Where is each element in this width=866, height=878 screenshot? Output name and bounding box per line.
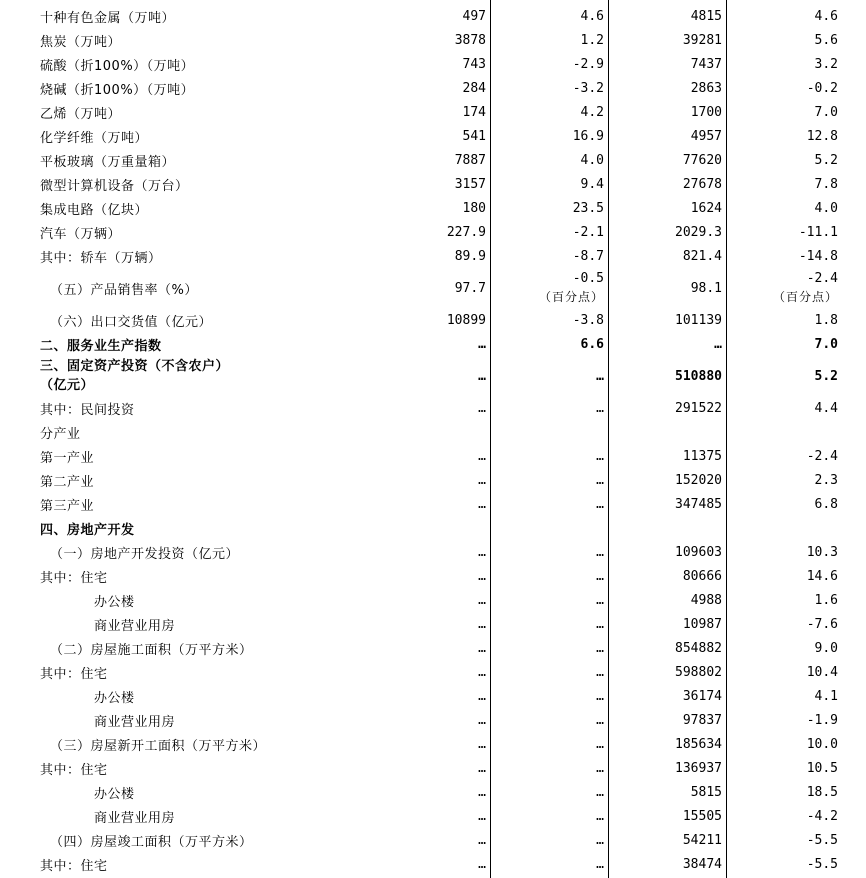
table-row bbox=[0, 308, 866, 332]
section-heading: 四、房地产开发 bbox=[40, 522, 135, 538]
cell-cumulative-growth: 1.6 bbox=[814, 592, 838, 608]
cell-current-value: 10899 bbox=[446, 312, 486, 328]
cell-current-value: … bbox=[478, 496, 486, 512]
cell-current-value: 743 bbox=[462, 56, 486, 72]
cell-cumulative-growth: 5.2 bbox=[814, 368, 838, 384]
cell-cumulative-value: … bbox=[714, 336, 722, 352]
cell-cumulative-value: 7437 bbox=[690, 56, 722, 72]
table-row bbox=[0, 148, 866, 172]
table-row bbox=[0, 852, 866, 876]
cell-current-growth: … bbox=[596, 400, 604, 416]
cell-cumulative-value: 36174 bbox=[682, 688, 722, 704]
cell-current-value bbox=[400, 420, 486, 444]
table-row bbox=[0, 356, 866, 396]
row-label: 集成电路（亿块） bbox=[40, 202, 149, 218]
table-row bbox=[0, 636, 866, 660]
cell-current-growth: 6.6 bbox=[580, 336, 604, 352]
cell-current-growth: … bbox=[596, 472, 604, 488]
cell-current-value: … bbox=[478, 712, 486, 728]
table-row bbox=[0, 516, 866, 540]
row-label: （三）房屋新开工面积（万平方米） bbox=[50, 738, 267, 754]
cell-current-growth bbox=[492, 268, 604, 308]
table-row bbox=[0, 804, 866, 828]
cell-cumulative-value: 10987 bbox=[682, 616, 722, 632]
cell-cumulative-value: 821.4 bbox=[682, 248, 722, 264]
cell-cumulative-growth: -11.1 bbox=[798, 224, 838, 240]
cell-current-value: 3157 bbox=[454, 176, 486, 192]
cell-cumulative-value: 15505 bbox=[682, 808, 722, 824]
cell-cumulative-value: 4815 bbox=[690, 8, 722, 24]
cell-cumulative-value: 136937 bbox=[675, 760, 722, 776]
row-label: 第一产业 bbox=[40, 450, 95, 466]
cell-cumulative-growth bbox=[728, 516, 838, 540]
table-row bbox=[0, 708, 866, 732]
table-row bbox=[0, 244, 866, 268]
cell-current-growth: … bbox=[596, 808, 604, 824]
cell-current-growth bbox=[492, 420, 604, 444]
cell-current-growth: -3.8 bbox=[572, 312, 604, 328]
cell-current-value: 7887 bbox=[454, 152, 486, 168]
cell-current-value: … bbox=[478, 472, 486, 488]
cell-current-growth: … bbox=[596, 712, 604, 728]
cell-cumulative-growth: -7.6 bbox=[806, 616, 838, 632]
cell-current-growth: 9.4 bbox=[580, 176, 604, 192]
cell-cumulative-value: 54211 bbox=[682, 832, 722, 848]
cell-cumulative-value: 1700 bbox=[690, 104, 722, 120]
row-label: 汽车（万辆） bbox=[40, 226, 122, 242]
cell-cumulative-value: 598802 bbox=[675, 664, 722, 680]
table-row bbox=[0, 28, 866, 52]
cell-cumulative-growth: 4.1 bbox=[814, 688, 838, 704]
cell-cumulative-growth: 5.2 bbox=[814, 152, 838, 168]
row-label: 商业营业用房 bbox=[94, 618, 176, 634]
row-label: （二）房屋施工面积（万平方米） bbox=[50, 642, 253, 658]
cell-cumulative-value: 80666 bbox=[682, 568, 722, 584]
row-label: 十种有色金属（万吨） bbox=[40, 10, 176, 26]
row-label: 办公楼 bbox=[94, 690, 135, 706]
table-row bbox=[0, 4, 866, 28]
cell-current-growth: 1.2 bbox=[580, 32, 604, 48]
cell-cumulative-value: 854882 bbox=[675, 640, 722, 656]
cell-current-growth: 23.5 bbox=[572, 200, 604, 216]
table-row bbox=[0, 660, 866, 684]
cell-current-value: … bbox=[478, 616, 486, 632]
cell-current-value: 227.9 bbox=[446, 224, 486, 240]
cell-cumulative-growth bbox=[728, 268, 838, 308]
cell-cumulative-growth: 4.0 bbox=[814, 200, 838, 216]
row-label: 其中：住宅 bbox=[40, 762, 108, 778]
row-label: （六）出口交货值（亿元） bbox=[50, 314, 213, 330]
cell-current-value: … bbox=[478, 592, 486, 608]
row-label: 其中：住宅 bbox=[40, 570, 108, 586]
row-label: 其中：轿车（万辆） bbox=[40, 250, 162, 266]
cell-current-value: … bbox=[478, 448, 486, 464]
table-row bbox=[0, 492, 866, 516]
row-label: 第三产业 bbox=[40, 498, 95, 514]
cell-current-value: … bbox=[478, 368, 486, 384]
cell-current-value: … bbox=[478, 808, 486, 824]
cell-cumulative-value: 11375 bbox=[682, 448, 722, 464]
cell-cumulative-growth bbox=[728, 420, 838, 444]
cell-current-growth: … bbox=[596, 856, 604, 872]
cell-cumulative-growth: 4.4 bbox=[814, 400, 838, 416]
row-label: （一）房地产开发投资（亿元） bbox=[50, 546, 240, 562]
cell-cumulative-value: 2863 bbox=[690, 80, 722, 96]
growth-value: -2.4 bbox=[806, 271, 838, 286]
cell-cumulative-value: 347485 bbox=[675, 496, 722, 512]
cell-current-growth: … bbox=[596, 760, 604, 776]
row-label: 办公楼 bbox=[94, 786, 135, 802]
cell-current-growth: … bbox=[596, 368, 604, 384]
cell-cumulative-value: 4957 bbox=[690, 128, 722, 144]
cell-current-value: 3878 bbox=[454, 32, 486, 48]
cell-current-growth: 4.0 bbox=[580, 152, 604, 168]
cell-cumulative-growth: 3.2 bbox=[814, 56, 838, 72]
cell-current-value: … bbox=[478, 760, 486, 776]
cell-cumulative-growth: 7.0 bbox=[814, 336, 838, 352]
heading-line-1: 三、固定资产投资（不含农户） bbox=[40, 359, 230, 374]
cell-cumulative-growth: 10.4 bbox=[806, 664, 838, 680]
cell-cumulative-growth: 18.5 bbox=[806, 784, 838, 800]
table-row bbox=[0, 540, 866, 564]
cell-current-value: 180 bbox=[462, 200, 486, 216]
cell-cumulative-value: 109603 bbox=[675, 544, 722, 560]
row-label: 烧碱（折100%）（万吨） bbox=[40, 82, 195, 98]
row-label: 办公楼 bbox=[94, 594, 135, 610]
cell-current-value: … bbox=[478, 736, 486, 752]
cell-current-growth: … bbox=[596, 616, 604, 632]
table-row bbox=[0, 172, 866, 196]
row-label: （五）产品销售率（%） bbox=[50, 282, 198, 298]
cell-current-value: … bbox=[478, 664, 486, 680]
row-label: 商业营业用房 bbox=[94, 714, 176, 730]
cell-current-growth: … bbox=[596, 688, 604, 704]
cell-current-growth: 16.9 bbox=[572, 128, 604, 144]
cell-cumulative-growth: 10.3 bbox=[806, 544, 838, 560]
table-row bbox=[0, 612, 866, 636]
row-label: 平板玻璃（万重量箱） bbox=[40, 154, 176, 170]
table-row bbox=[0, 420, 866, 444]
cell-cumulative-value: 152020 bbox=[675, 472, 722, 488]
cell-current-value: … bbox=[478, 640, 486, 656]
cell-cumulative-growth: 10.0 bbox=[806, 736, 838, 752]
cell-cumulative-growth: -14.8 bbox=[798, 248, 838, 264]
cell-cumulative-value: 510880 bbox=[675, 368, 722, 384]
cell-current-value: 541 bbox=[462, 128, 486, 144]
cell-current-growth bbox=[492, 516, 604, 540]
cell-cumulative-value: 98.1 bbox=[690, 280, 722, 296]
cell-cumulative-growth: 10.5 bbox=[806, 760, 838, 776]
table-row bbox=[0, 684, 866, 708]
unit-note: （百分点） bbox=[538, 290, 604, 304]
cell-cumulative-value: 4988 bbox=[690, 592, 722, 608]
cell-cumulative-value: 5815 bbox=[690, 784, 722, 800]
section-heading: 二、服务业生产指数 bbox=[40, 338, 162, 354]
row-label: 微型计算机设备（万台） bbox=[40, 178, 189, 194]
table-row bbox=[0, 332, 866, 356]
cell-current-growth: … bbox=[596, 448, 604, 464]
cell-current-growth: … bbox=[596, 664, 604, 680]
cell-current-growth: 4.6 bbox=[580, 8, 604, 24]
cell-cumulative-growth: -4.2 bbox=[806, 808, 838, 824]
unit-note: （百分点） bbox=[772, 290, 838, 304]
row-label: 其中：住宅 bbox=[40, 666, 108, 682]
cell-cumulative-growth: 9.0 bbox=[814, 640, 838, 656]
cell-cumulative-growth: 7.8 bbox=[814, 176, 838, 192]
cell-current-value: … bbox=[478, 688, 486, 704]
cell-current-growth: … bbox=[596, 784, 604, 800]
cell-current-value bbox=[400, 516, 486, 540]
table-row bbox=[0, 564, 866, 588]
cell-cumulative-value bbox=[610, 516, 722, 540]
cell-current-growth: … bbox=[596, 544, 604, 560]
table-row bbox=[0, 124, 866, 148]
cell-cumulative-value: 2029.3 bbox=[675, 224, 722, 240]
cell-cumulative-value: 291522 bbox=[675, 400, 722, 416]
table-row bbox=[0, 268, 866, 308]
cell-current-value: … bbox=[478, 568, 486, 584]
cell-current-value: 97.7 bbox=[454, 280, 486, 296]
cell-current-growth: … bbox=[596, 568, 604, 584]
row-label: 分产业 bbox=[40, 426, 81, 442]
cell-cumulative-growth: 6.8 bbox=[814, 496, 838, 512]
growth-value: -0.5 bbox=[572, 271, 604, 286]
cell-cumulative-growth: 7.0 bbox=[814, 104, 838, 120]
cell-current-growth: … bbox=[596, 640, 604, 656]
table-row bbox=[0, 396, 866, 420]
cell-current-growth: -3.2 bbox=[572, 80, 604, 96]
cell-current-value: … bbox=[478, 856, 486, 872]
row-label: （四）房屋竣工面积（万平方米） bbox=[50, 834, 253, 850]
cell-cumulative-value: 1624 bbox=[690, 200, 722, 216]
cell-cumulative-growth: -2.4 bbox=[806, 448, 838, 464]
cell-cumulative-value: 101139 bbox=[675, 312, 722, 328]
cell-cumulative-growth: 12.8 bbox=[806, 128, 838, 144]
cell-current-value: … bbox=[478, 784, 486, 800]
row-label: 化学纤维（万吨） bbox=[40, 130, 149, 146]
cell-current-value: … bbox=[478, 832, 486, 848]
table-row bbox=[0, 780, 866, 804]
cell-current-value: 174 bbox=[462, 104, 486, 120]
table-row bbox=[0, 828, 866, 852]
cell-current-growth: … bbox=[596, 736, 604, 752]
cell-current-growth: … bbox=[596, 592, 604, 608]
table-row bbox=[0, 588, 866, 612]
table-row bbox=[0, 220, 866, 244]
table-row bbox=[0, 468, 866, 492]
cell-cumulative-growth: -0.2 bbox=[806, 80, 838, 96]
cell-current-growth: 4.2 bbox=[580, 104, 604, 120]
table-row bbox=[0, 196, 866, 220]
cell-current-value: 497 bbox=[462, 8, 486, 24]
cell-current-growth: … bbox=[596, 832, 604, 848]
cell-cumulative-growth: 1.8 bbox=[814, 312, 838, 328]
row-label: 焦炭（万吨） bbox=[40, 34, 122, 50]
cell-current-value: … bbox=[478, 336, 486, 352]
table-row bbox=[0, 756, 866, 780]
cell-current-growth: -8.7 bbox=[572, 248, 604, 264]
row-label: 其中：民间投资 bbox=[40, 402, 135, 418]
table-row bbox=[0, 100, 866, 124]
cell-current-value: 89.9 bbox=[454, 248, 486, 264]
cell-cumulative-growth: -5.5 bbox=[806, 856, 838, 872]
cell-cumulative-value: 77620 bbox=[682, 152, 722, 168]
cell-cumulative-value: 27678 bbox=[682, 176, 722, 192]
cell-current-growth: -2.9 bbox=[572, 56, 604, 72]
cell-cumulative-growth: -5.5 bbox=[806, 832, 838, 848]
row-label: 乙烯（万吨） bbox=[40, 106, 122, 122]
cell-cumulative-growth: 2.3 bbox=[814, 472, 838, 488]
table-row bbox=[0, 76, 866, 100]
cell-current-growth: -2.1 bbox=[572, 224, 604, 240]
cell-cumulative-growth: 5.6 bbox=[814, 32, 838, 48]
cell-cumulative-value: 97837 bbox=[682, 712, 722, 728]
table-row bbox=[0, 732, 866, 756]
cell-current-value: … bbox=[478, 544, 486, 560]
cell-current-value: … bbox=[478, 400, 486, 416]
cell-cumulative-value: 39281 bbox=[682, 32, 722, 48]
row-label: 第二产业 bbox=[40, 474, 95, 490]
row-label: 商业营业用房 bbox=[94, 810, 176, 826]
row-label: 其中：住宅 bbox=[40, 858, 108, 874]
table-row bbox=[0, 52, 866, 76]
cell-cumulative-value: 38474 bbox=[682, 856, 722, 872]
cell-cumulative-value: 185634 bbox=[675, 736, 722, 752]
cell-cumulative-growth: -1.9 bbox=[806, 712, 838, 728]
cell-current-growth: … bbox=[596, 496, 604, 512]
cell-cumulative-growth: 14.6 bbox=[806, 568, 838, 584]
table-row bbox=[0, 444, 866, 468]
cell-cumulative-value bbox=[610, 420, 722, 444]
cell-current-value: 284 bbox=[462, 80, 486, 96]
heading-line-2: （亿元） bbox=[40, 378, 95, 393]
cell-cumulative-growth: 4.6 bbox=[814, 8, 838, 24]
row-label: 硫酸（折100%）（万吨） bbox=[40, 58, 195, 74]
